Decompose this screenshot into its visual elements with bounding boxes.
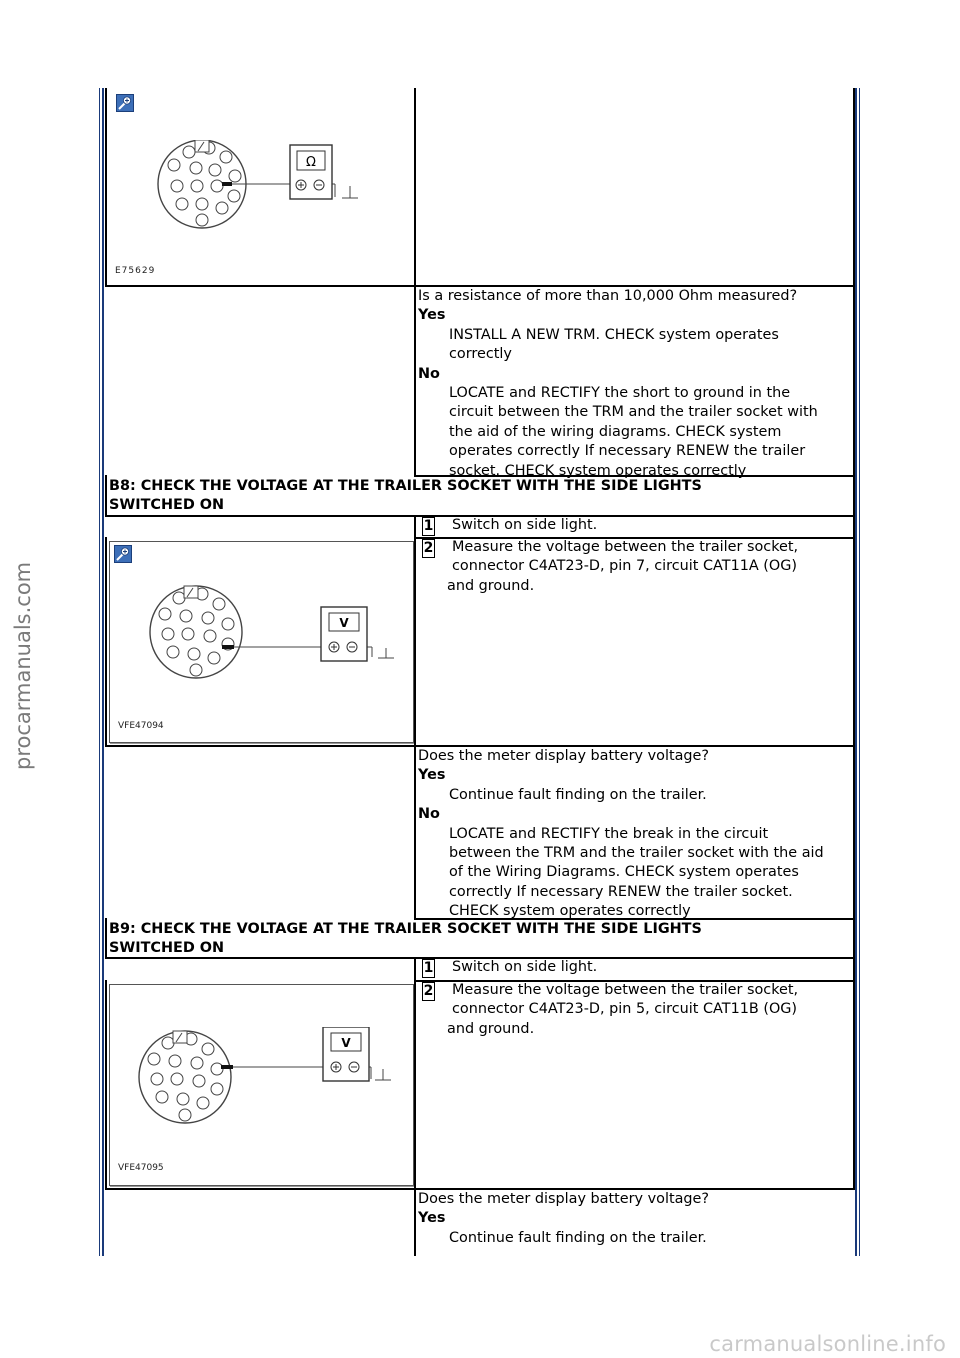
blank-cell	[105, 745, 416, 920]
voltmeter-diagram	[146, 584, 396, 684]
figure-cell-1	[105, 88, 416, 287]
step-text: Switch on side light.	[452, 959, 598, 975]
yes-label: Yes	[418, 307, 446, 324]
side-watermark-text: procarmanuals.com	[11, 561, 35, 770]
left-rule-thin	[99, 88, 100, 1256]
heading-line: B9: CHECK THE VOLTAGE AT THE TRAILER SOCKET WITH THE SIDE LIGHTS	[109, 921, 702, 937]
step-text-line: Measure the voltage between the trailer socket,	[452, 982, 799, 998]
no-action-line: LOCATE and RECTIFY the short to ground in the	[449, 385, 791, 402]
right-rule-thick	[855, 88, 857, 1256]
right-rule-thin	[859, 88, 860, 1256]
section-heading-b9	[105, 918, 855, 959]
step-number: 2	[423, 983, 434, 999]
bottom-watermark: carmanualsonline.info	[709, 1332, 946, 1356]
zoom-in-icon[interactable]	[116, 94, 134, 112]
step-number: 1	[423, 960, 434, 976]
no-action-line: socket. CHECK system operates correctly	[449, 462, 747, 479]
empty-cell	[414, 88, 855, 287]
figure-caption: VFE47095	[118, 1163, 164, 1173]
ohmmeter-diagram	[152, 140, 362, 235]
result-cell	[414, 1188, 855, 1256]
question-text: Does the meter display battery voltage?	[418, 1191, 710, 1207]
blank-cell	[105, 1188, 416, 1256]
yes-action-line: INSTALL A NEW TRM. CHECK system operates	[449, 326, 779, 343]
step-row-1	[414, 515, 855, 539]
question-text: Is a resistance of more than 10,000 Ohm measured?	[418, 288, 798, 304]
yes-action-line: correctly	[449, 346, 512, 363]
figure-cell-3	[105, 980, 416, 1190]
yes-label: Yes	[418, 767, 446, 784]
blank-cell	[105, 285, 416, 477]
voltmeter-diagram	[135, 1027, 395, 1132]
meter-symbol: V	[339, 616, 349, 630]
heading-line: SWITCHED ON	[109, 497, 225, 513]
figure-caption: VFE47094	[118, 721, 164, 731]
step-row-1	[414, 957, 855, 982]
no-action-line: CHECK system operates correctly	[449, 903, 691, 920]
zoom-in-icon[interactable]	[114, 545, 132, 563]
result-cell	[414, 745, 855, 920]
step-text	[447, 538, 849, 596]
no-label: No	[418, 806, 440, 823]
step-row-2	[414, 980, 855, 1190]
heading-line: SWITCHED ON	[109, 940, 225, 956]
yes-action-line: Continue fault finding on the trailer.	[449, 786, 707, 803]
procedure-table	[105, 88, 855, 1256]
meter-symbol: V	[341, 1036, 351, 1050]
question-text: Does the meter display battery voltage?	[418, 748, 710, 764]
step-text-line: Measure the voltage between the trailer socket,	[452, 539, 799, 555]
step-number: 1	[423, 518, 434, 534]
step-text	[447, 981, 849, 1039]
yes-label: Yes	[418, 1210, 446, 1227]
figure-caption: E75629	[115, 266, 156, 276]
step-text-line: and ground.	[447, 1020, 535, 1037]
step-text-line: connector C4AT23-D, pin 5, circuit CAT11B (OG)	[452, 1001, 798, 1018]
heading-line: B8: CHECK THE VOLTAGE AT THE TRAILER SOCKET WITH THE SIDE LIGHTS	[109, 478, 702, 494]
left-rule-thick	[102, 88, 104, 1256]
no-action-line: operates correctly If necessary RENEW the trailer	[449, 443, 806, 460]
blank-cell	[105, 515, 416, 539]
no-action-line: circuit between the TRM and the trailer socket with	[449, 404, 818, 421]
meter-symbol: Ω	[306, 155, 316, 170]
step-number: 2	[423, 540, 434, 556]
no-action-line: between the TRM and the trailer socket with the aid	[449, 845, 824, 862]
side-watermark	[2, 560, 42, 780]
figure-frame	[109, 541, 414, 743]
step-text: Switch on side light.	[452, 517, 598, 533]
yes-action-line: Continue fault finding on the trailer.	[449, 1229, 707, 1246]
step-text-line: connector C4AT23-D, pin 7, circuit CAT11A (OG)	[452, 558, 798, 575]
figure-frame	[109, 984, 414, 1186]
step-text-line: and ground.	[447, 577, 535, 594]
no-action-line: correctly If necessary RENEW the trailer socket.	[449, 883, 793, 900]
result-cell	[414, 285, 855, 477]
no-label: No	[418, 365, 440, 382]
no-action-line: the aid of the wiring diagrams. CHECK system	[449, 423, 782, 440]
section-heading-b8	[105, 475, 855, 517]
blank-cell	[105, 957, 416, 982]
figure-cell-2	[105, 537, 416, 747]
no-action-line: of the Wiring Diagrams. CHECK system operates	[449, 864, 799, 881]
no-action-line: LOCATE and RECTIFY the break in the circuit	[449, 825, 769, 842]
step-row-2	[414, 537, 855, 747]
